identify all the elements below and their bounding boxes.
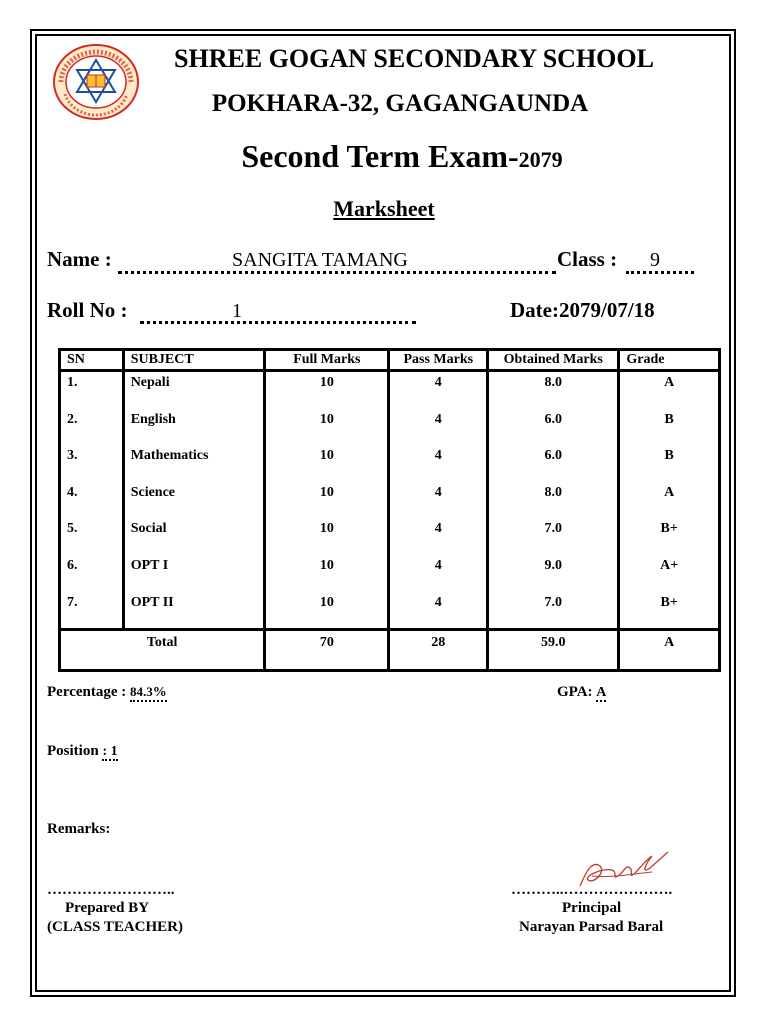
table-row bbox=[60, 518, 720, 555]
cell-obtained-marks: 6.0 bbox=[488, 445, 619, 482]
cell-obtained-marks: 7.0 bbox=[488, 592, 619, 630]
exam-title bbox=[0, 138, 768, 175]
class-value: 9 bbox=[650, 249, 660, 271]
cell-sn: 4. bbox=[60, 482, 124, 519]
position-label: Position bbox=[47, 743, 99, 759]
name-value: SANGITA TAMANG bbox=[232, 249, 408, 271]
table-row bbox=[60, 592, 720, 630]
percentage bbox=[47, 684, 167, 701]
cell-pass-marks: 4 bbox=[389, 482, 488, 519]
cell-obtained-marks: 9.0 bbox=[488, 555, 619, 592]
cell-grade: A bbox=[619, 482, 720, 519]
cell-obtained-marks: 7.0 bbox=[488, 518, 619, 555]
cell-sn: 3. bbox=[60, 445, 124, 482]
cell-sn: 6. bbox=[60, 555, 124, 592]
total-full-marks: 70 bbox=[265, 630, 389, 671]
header-obtained-marks: Obtained Marks bbox=[488, 350, 619, 371]
school-name: SHREE GOGAN SECONDARY SCHOOL bbox=[174, 44, 654, 73]
cell-subject: OPT II bbox=[123, 592, 265, 630]
marksheet-title: Marksheet bbox=[333, 196, 435, 221]
total-label: Total bbox=[60, 630, 265, 671]
cell-full-marks: 10 bbox=[265, 518, 389, 555]
exam-year: 2079 bbox=[518, 147, 563, 172]
principal-name: Narayan Parsad Baral bbox=[519, 919, 664, 935]
cell-grade: B bbox=[619, 409, 720, 446]
cell-grade: A bbox=[619, 371, 720, 409]
cell-grade: B+ bbox=[619, 592, 720, 630]
total-pass-marks: 28 bbox=[389, 630, 488, 671]
cell-pass-marks: 4 bbox=[389, 445, 488, 482]
percentage-label: Percentage : bbox=[47, 684, 127, 700]
table-row bbox=[60, 482, 720, 519]
class-label: Class : bbox=[557, 247, 618, 271]
marks-table bbox=[58, 348, 721, 672]
total-obtained-marks: 59.0 bbox=[488, 630, 619, 671]
roll-field bbox=[140, 300, 416, 324]
school-address: POKHARA-32, GAGANGAUNDA bbox=[211, 90, 589, 117]
cell-pass-marks: 4 bbox=[389, 592, 488, 630]
roll-value: 1 bbox=[232, 300, 242, 322]
class-field bbox=[626, 249, 694, 274]
cell-pass-marks: 4 bbox=[389, 371, 488, 409]
cell-obtained-marks: 8.0 bbox=[488, 482, 619, 519]
cell-subject: English bbox=[123, 409, 265, 446]
header-grade: Grade bbox=[619, 350, 720, 371]
principal-label: Principal bbox=[562, 900, 622, 916]
date-value: 2079/07/18 bbox=[558, 298, 655, 322]
cell-subject: Mathematics bbox=[123, 445, 265, 482]
total-grade: A bbox=[619, 630, 720, 671]
cell-full-marks: 10 bbox=[265, 445, 389, 482]
cell-pass-marks: 4 bbox=[389, 518, 488, 555]
table-row bbox=[60, 371, 720, 409]
cell-subject: Science bbox=[123, 482, 265, 519]
gpa-value: A bbox=[596, 685, 607, 700]
teacher-sign-line: …………………….. bbox=[47, 882, 175, 898]
cell-sn: 2. bbox=[60, 409, 124, 446]
cell-full-marks: 10 bbox=[265, 371, 389, 409]
percentage-value-wrap bbox=[130, 685, 167, 702]
header-full-marks: Full Marks bbox=[265, 350, 389, 371]
name-label: Name : bbox=[47, 247, 112, 271]
percentage-value: 84.3 bbox=[130, 684, 153, 699]
cell-full-marks: 10 bbox=[265, 482, 389, 519]
roll-label: Roll No : bbox=[47, 298, 128, 322]
table-row bbox=[60, 409, 720, 446]
name-field bbox=[118, 249, 556, 274]
cell-sn: 5. bbox=[60, 518, 124, 555]
cell-subject: OPT I bbox=[123, 555, 265, 592]
prepared-by-label: Prepared BY bbox=[65, 900, 150, 916]
gpa bbox=[557, 684, 606, 701]
header-sn: SN bbox=[60, 350, 124, 371]
cell-grade: A+ bbox=[619, 555, 720, 592]
cell-obtained-marks: 6.0 bbox=[488, 409, 619, 446]
header-pass-marks: Pass Marks bbox=[389, 350, 488, 371]
date-label: Date: bbox=[510, 298, 559, 322]
remarks-label: Remarks: bbox=[47, 821, 111, 837]
principal-sign-line: ………..…………………. bbox=[511, 882, 673, 898]
cell-grade: B bbox=[619, 445, 720, 482]
exam-name: Second Term Exam- bbox=[241, 138, 519, 174]
cell-full-marks: 10 bbox=[265, 592, 389, 630]
table-total-row bbox=[60, 630, 720, 671]
percentage-sign: % bbox=[152, 685, 167, 700]
table-header-row bbox=[60, 350, 720, 371]
cell-full-marks: 10 bbox=[265, 409, 389, 446]
cell-sn: 1. bbox=[60, 371, 124, 409]
cell-subject: Nepali bbox=[123, 371, 265, 409]
header-subject: SUBJECT bbox=[123, 350, 265, 371]
cell-pass-marks: 4 bbox=[389, 555, 488, 592]
position-value: : 1 bbox=[102, 744, 118, 759]
table-row bbox=[60, 555, 720, 592]
cell-full-marks: 10 bbox=[265, 555, 389, 592]
cell-sn: 7. bbox=[60, 592, 124, 630]
date bbox=[510, 298, 655, 323]
cell-pass-marks: 4 bbox=[389, 409, 488, 446]
class-teacher-label: (CLASS TEACHER) bbox=[47, 919, 184, 935]
cell-obtained-marks: 8.0 bbox=[488, 371, 619, 409]
gpa-label: GPA: bbox=[557, 684, 593, 700]
cell-subject: Social bbox=[123, 518, 265, 555]
position bbox=[47, 743, 118, 760]
cell-grade: B+ bbox=[619, 518, 720, 555]
table-row bbox=[60, 445, 720, 482]
